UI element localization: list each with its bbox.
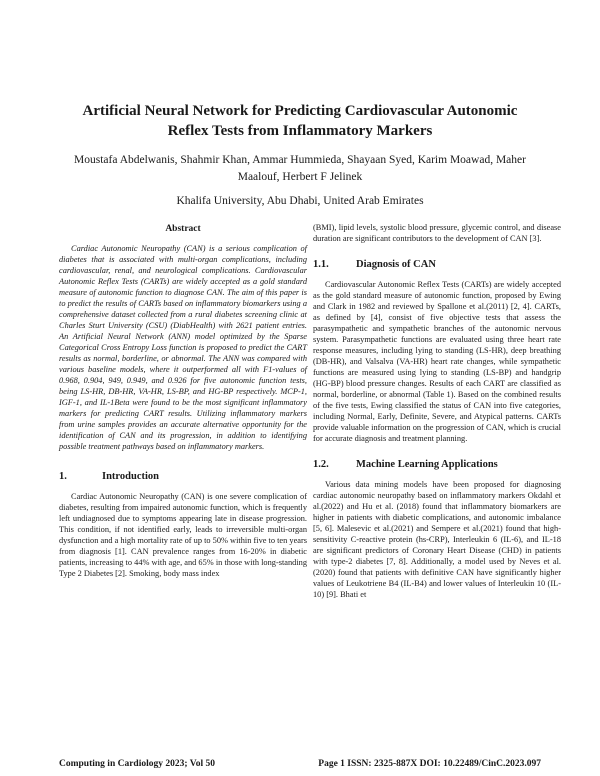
- introduction-text: Cardiac Autonomic Neuropathy (CAN) is one severe complication of diabetes, resulting from impaired autonomic function, which is frequently left undiagnosed due to symptoms appearing late in disease progression. This condition, if not identified early, leads to irreversible multi-organ dysfunction and a high mortality rate of up to 50% within five to ten years from diagnosis [1]. CAN prevalence ranges from 16-20% in diabetic patients, increasing to 44% with age, and 65% in those with long-standing Type 2 Diabetes [2]. Smoking, body mass index: [59, 492, 307, 578]
- section-1-2-heading: [313, 458, 561, 471]
- right-column: [313, 222, 561, 600]
- abstract-heading: Abstract: [165, 224, 201, 234]
- paper-title: Artificial Neural Network for Predicting Cardiovascular Autonomic Reflex Tests from Inflammatory Markers: [82, 103, 518, 139]
- page-footer: [59, 758, 541, 770]
- continuation-text: (BMI), lipid levels, systolic blood pressure, glycemic control, and disease duration are significant contributors to the development of CAN [3].: [313, 223, 561, 243]
- introduction-title: Introduction: [102, 471, 159, 482]
- section-1-2-number: 1.2.: [313, 459, 329, 470]
- section-1-1-text: Cardiovascular Autonomic Reflex Tests (CARTs) are widely accepted as the gold standard measure of autonomic function, proposed by Ewing and Clark in 1982 and reviewed by Spallone et al.(2011) [2, 4]. CARTs, as defined by [4], consist of five objective tests that assess the parasympathetic and sympathetic branches of the autonomic nervous system. Parasympathetic functions are evaluated using three heart rate response measures, including lying to standing (LS-HR), deep breathing (DB-HR), and Valsalva (VA-HR) heart rate changes, while sympathetic functions are measured using lying to standing (LS-BP) and handgrip (HG-BP) blood pressure changes. Results of each CART are classified as normal, borderline, or abnormal (Table 1). Based on the combined results of the five tests, Ewing classified the status of CAN into five categories, including Normal, Early, Definite, Severe, and Atypical patterns. CARTs provide valuable information on the progression of CAN, which is crucial for accurate diagnosis and treatment planning.: [313, 280, 561, 443]
- section-1-2-title: Machine Learning Applications: [356, 459, 498, 470]
- footer-page-info: Page 1 ISSN: 2325-887X DOI: 10.22489/CinC.2023.097: [318, 759, 541, 769]
- section-1-2-text: Various data mining models have been proposed for diagnosing cardiac autonomic neuropathy based on inflammatory markers Okdahl et al.(2022) and Hu et al. (2018) found that inflammatory biomarkers are higher in patients with diabetic complications, and autonomic imbalance [5, 6]. Malesevic et al.(2021) and Sempere et al.(2021) found that high-sensitivity C-reactive protein (hs-CRP), Interleukin 6 (IL-6), and IL-18 are significant predictors of Coronary Heart Disease (CHD) in patients with type-2 diabetes [7, 8]. Additionally, a model used by Neves et al. (2020) found that patients with definitive CAN have significantly higher values of Leukotriene B4 (IL-B4) and lower values of Interleukin 10 (IL-10) [9]. Bhati et: [313, 480, 561, 599]
- abstract-text: Cardiac Autonomic Neuropathy (CAN) is a serious complication of diabetes that is associated with multi-organ complications, including cardiovascular, renal, and neurological complications. Cardiovascular Autonomic Reflex Tests (CARTs) are widely accepted as a gold standard measure of autonomic function to diagnose CAN. The aim of this paper is to predict the results of CARTs based on inflammatory biomarkers using a comprehensive dataset collected from a rural diabetes screening clinic at Charles Sturt University (CSU) (DiabHealth) with 2621 patient entries. An Artificial Neural Network (ANN) model optimized by the Sparse Categorical Cross Entropy Loss function is proposed to predict the CART results as normal, borderline, or abnormal. The ANN was compared with various baseline models, where it outperformed all with F1-values of 0.968, 0.904, 949, 0.949, and 0.926 for five autonomic function tests, being LS-HR, DB-HR, VA-HR, LS-BP, and HG-BP respectively. MCP-1, IGF-1, and IL-1Beta were found to be the most significant inflammatory markers for predicting CART results. Utilizing inflammatory markers from urine samples provides an accurate alternative opportunity for the identification of CAN and its progression, in addition to identifying possible treatment pathways based on inflammatory markers.: [59, 244, 307, 451]
- left-column: [59, 223, 307, 579]
- section-1-1-heading: [313, 258, 561, 271]
- footer-journal: Computing in Cardiology 2023; Vol 50: [59, 759, 215, 769]
- affiliation: Khalifa University, Abu Dhabi, United Arab Emirates: [176, 195, 424, 207]
- introduction-number: 1.: [59, 471, 67, 482]
- introduction-heading: [59, 470, 307, 483]
- author-list: Moustafa Abdelwanis, Shahmir Khan, Ammar Hummieda, Shayaan Syed, Karim Moawad, Maher Maalouf, Herbert F Jelinek: [74, 154, 526, 183]
- section-1-1-title: Diagnosis of CAN: [356, 259, 436, 270]
- section-1-1-number: 1.1.: [313, 259, 329, 270]
